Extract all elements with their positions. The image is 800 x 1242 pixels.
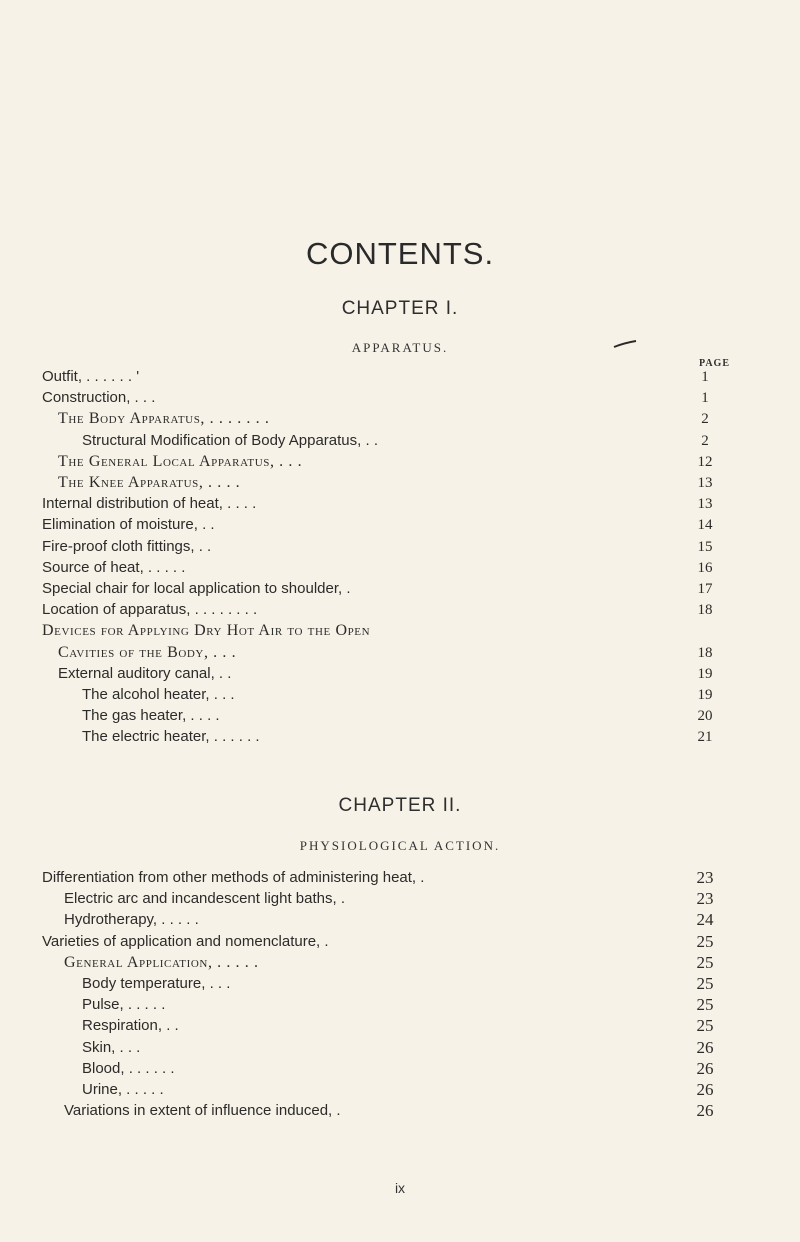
toc-entry xyxy=(0,867,800,889)
toc-entry-page: 13 xyxy=(697,496,713,513)
toc-entry-title: Devices for Applying Dry Hot Air to the Open xyxy=(42,622,371,640)
toc-entry xyxy=(0,1058,800,1080)
toc-entry xyxy=(0,1079,800,1101)
toc-entry xyxy=(0,514,800,536)
toc-entry xyxy=(0,705,800,727)
toc-entry-page: 25 xyxy=(696,931,714,951)
toc-entry xyxy=(0,366,800,388)
toc-entry xyxy=(0,472,800,494)
toc-entry-title: Cavities of the Body, . . . xyxy=(58,643,237,661)
page-number: ix xyxy=(394,1180,406,1196)
toc-entry-page: 2 xyxy=(701,411,709,428)
toc-entry xyxy=(0,663,800,685)
toc-entry-title: The General Local Apparatus, . . . xyxy=(58,452,303,470)
toc-entry xyxy=(0,642,800,664)
toc-entry-title: Outfit, . . . . . . ' xyxy=(42,368,140,385)
toc-entry-page: 23 xyxy=(696,868,714,887)
toc-entry-page: 25 xyxy=(696,974,714,993)
toc-entry-title: External auditory canal, . . xyxy=(58,664,232,682)
chapter-2-heading: CHAPTER II. xyxy=(338,795,462,816)
page-title: CONTENTS. xyxy=(305,236,495,271)
toc-entry-title: The gas heater, . . . . xyxy=(82,707,220,725)
toc-entry-title: Pulse, . . . . . xyxy=(82,996,166,1014)
toc-entry-page: 18 xyxy=(697,644,713,661)
toc-entry xyxy=(0,888,800,910)
chapter-1-heading: CHAPTER I. xyxy=(341,298,459,319)
toc-entry-title: Internal distribution of heat, . . . . xyxy=(42,495,257,513)
toc-entry xyxy=(0,408,800,430)
toc-entry-title: Body temperature, . . . xyxy=(82,975,231,992)
toc-entry xyxy=(0,994,800,1016)
dash-mark-icon xyxy=(612,340,638,350)
toc-entry-title: General Application, . . . . . xyxy=(64,953,259,971)
toc-entry-page: 19 xyxy=(697,665,713,682)
toc-entry-title: Special chair for local application to shoulder, . xyxy=(42,580,351,597)
toc-entry-title: Source of heat, . . . . . xyxy=(42,558,186,576)
toc-entry-page: 24 xyxy=(696,910,714,930)
toc-entry-title: Differentiation from other methods of administering heat, . xyxy=(42,869,425,886)
toc-entry-page: 26 xyxy=(696,1058,714,1078)
toc-entry-title: The Body Apparatus, . . . . . . . xyxy=(58,410,270,428)
toc-entry xyxy=(0,387,800,409)
toc-entry xyxy=(0,620,800,642)
toc-entry-title: Location of apparatus, . . . . . . . . xyxy=(42,601,258,619)
toc-entry-page: 18 xyxy=(697,602,713,619)
toc-entry-page: 14 xyxy=(697,517,713,534)
toc-entry xyxy=(0,451,800,473)
toc-entry-title: Varieties of application and nomenclature, . xyxy=(42,932,329,950)
toc-entry-title: The Knee Apparatus, . . . . xyxy=(58,474,241,491)
toc-entry-title: Skin, . . . xyxy=(82,1038,141,1056)
page-column-label: PAGE xyxy=(698,358,730,369)
toc-entry xyxy=(0,684,800,706)
toc-entry-page: 19 xyxy=(697,687,713,703)
toc-entry-page: 25 xyxy=(696,1016,714,1036)
toc-entry-title: Structural Modification of Body Apparatus, . . xyxy=(82,431,378,449)
toc-entry xyxy=(0,909,800,931)
toc-entry-page: 15 xyxy=(697,538,713,555)
toc-entry-page: 26 xyxy=(696,1101,714,1121)
toc-entry-page: 1 xyxy=(701,390,709,407)
toc-entry xyxy=(0,493,800,515)
toc-entry xyxy=(0,557,800,579)
toc-entry xyxy=(0,536,800,558)
chapter-1-subheading: APPARATUS. xyxy=(351,340,449,355)
toc-entry-title: The alcohol heater, . . . xyxy=(82,686,235,703)
chapter-2-subheading: PHYSIOLOGICAL ACTION. xyxy=(299,838,501,853)
toc-entry xyxy=(0,726,800,748)
toc-entry-page: 13 xyxy=(697,475,713,491)
toc-entry-title: Variations in extent of influence induced, . xyxy=(64,1102,341,1120)
toc-entry-title: The electric heater, . . . . . . xyxy=(82,728,260,746)
toc-entry-page: 12 xyxy=(697,453,713,470)
toc-entry-title: Construction, . . . xyxy=(42,389,156,407)
toc-entry-title: Elimination of moisture, . . xyxy=(42,516,215,534)
toc-entry-page: 25 xyxy=(696,952,714,972)
toc-entry-page: 26 xyxy=(696,1037,714,1057)
toc-entry-title: Fire-proof cloth fittings, . . xyxy=(42,537,212,555)
toc-entry xyxy=(0,578,800,600)
toc-entry xyxy=(0,973,800,995)
toc-entry xyxy=(0,1037,800,1059)
toc-entry xyxy=(0,599,800,621)
toc-entry-page: 21 xyxy=(697,729,713,746)
toc-entry-page: 26 xyxy=(696,1080,714,1099)
toc-entry xyxy=(0,430,800,452)
toc-entry-page: 2 xyxy=(701,432,709,449)
toc-entry xyxy=(0,931,800,953)
toc-entry xyxy=(0,1100,800,1122)
toc-entry-title: Electric arc and incandescent light baths, . xyxy=(64,890,345,908)
toc-entry-page: 20 xyxy=(697,708,713,725)
toc-entry-title: Hydrotherapy, . . . . . xyxy=(64,911,199,929)
toc-entry-page: 1 xyxy=(701,369,709,385)
toc-entry-title: Respiration, . . xyxy=(82,1017,179,1035)
toc-entry-title: Blood, . . . . . . xyxy=(82,1059,175,1077)
toc-entry-page: 25 xyxy=(696,995,714,1015)
toc-entry xyxy=(0,952,800,974)
toc-entry-page: 17 xyxy=(697,581,713,597)
toc-entry-page: 23 xyxy=(696,889,714,909)
toc-entry-title: Urine, . . . . . xyxy=(82,1081,164,1098)
toc-entry-page: 16 xyxy=(697,559,713,576)
toc-entry xyxy=(0,1015,800,1037)
